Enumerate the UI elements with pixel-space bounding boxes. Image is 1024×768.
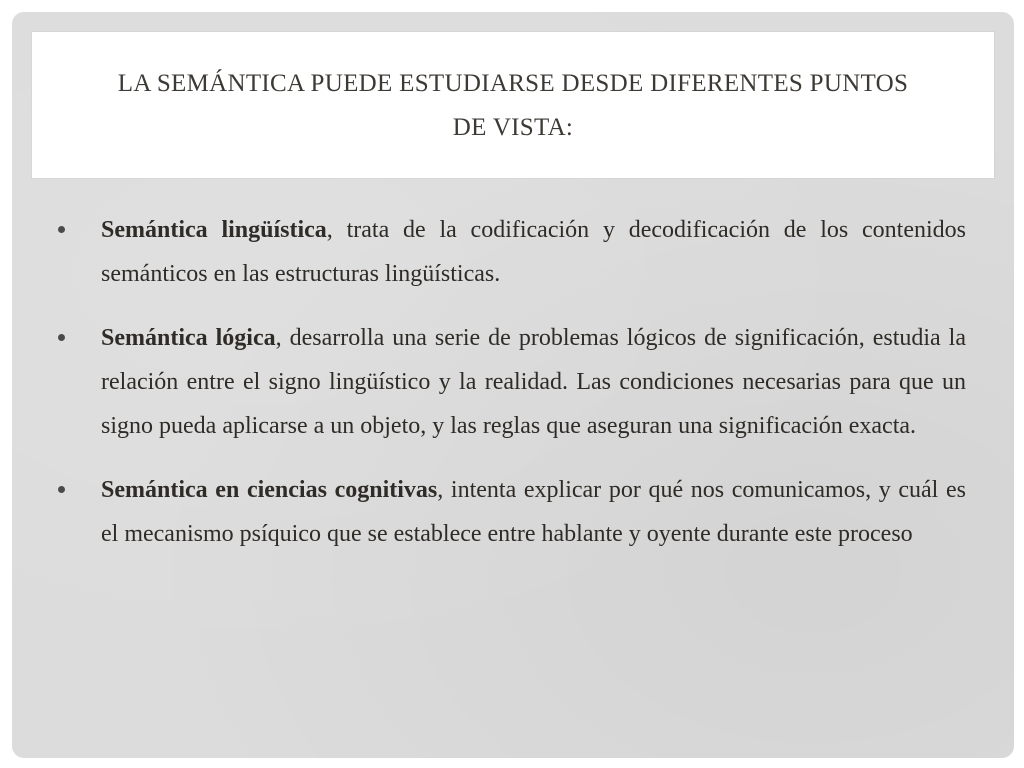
bullet-term: Semántica en ciencias cognitivas [101, 477, 438, 503]
bullet-dot-icon [58, 334, 65, 341]
bullet-term: Semántica lógica [101, 325, 276, 351]
bullet-term: Semántica lingüística [101, 217, 327, 243]
bullet-text: , trata de la codificación y decodificación de los contenidos semánticos en las estructuras lingüísticas. [101, 217, 966, 287]
slide [12, 12, 1014, 758]
slide-title [62, 62, 964, 150]
slide-title-line-2: DE VISTA: [452, 114, 574, 141]
bullet-item-semantica-linguistica [58, 208, 966, 296]
bullet-text: , desarrolla una serie de problemas lógicos de significación, estudia la relación entre el signo lingüístico y la realidad. Las condiciones necesarias para que un signo pueda aplicarse a un objeto, y las reglas que aseguran una significación exacta. [101, 325, 966, 439]
bullet-dot-icon [58, 486, 65, 493]
bullet-item-semantica-cognitiva [58, 468, 966, 556]
bullet-list [58, 208, 966, 576]
title-box [32, 32, 994, 178]
bullet-dot-icon [58, 226, 65, 233]
slide-title-line-1: LA SEMÁNTICA PUEDE ESTUDIARSE DESDE DIFERENTES PUNTOS [117, 70, 909, 97]
bullet-item-semantica-logica [58, 316, 966, 448]
bullet-text: , intenta explicar por qué nos comunicamos, y cuál es el mecanismo psíquico que se establece entre hablante y oyente durante este proceso [101, 477, 966, 547]
